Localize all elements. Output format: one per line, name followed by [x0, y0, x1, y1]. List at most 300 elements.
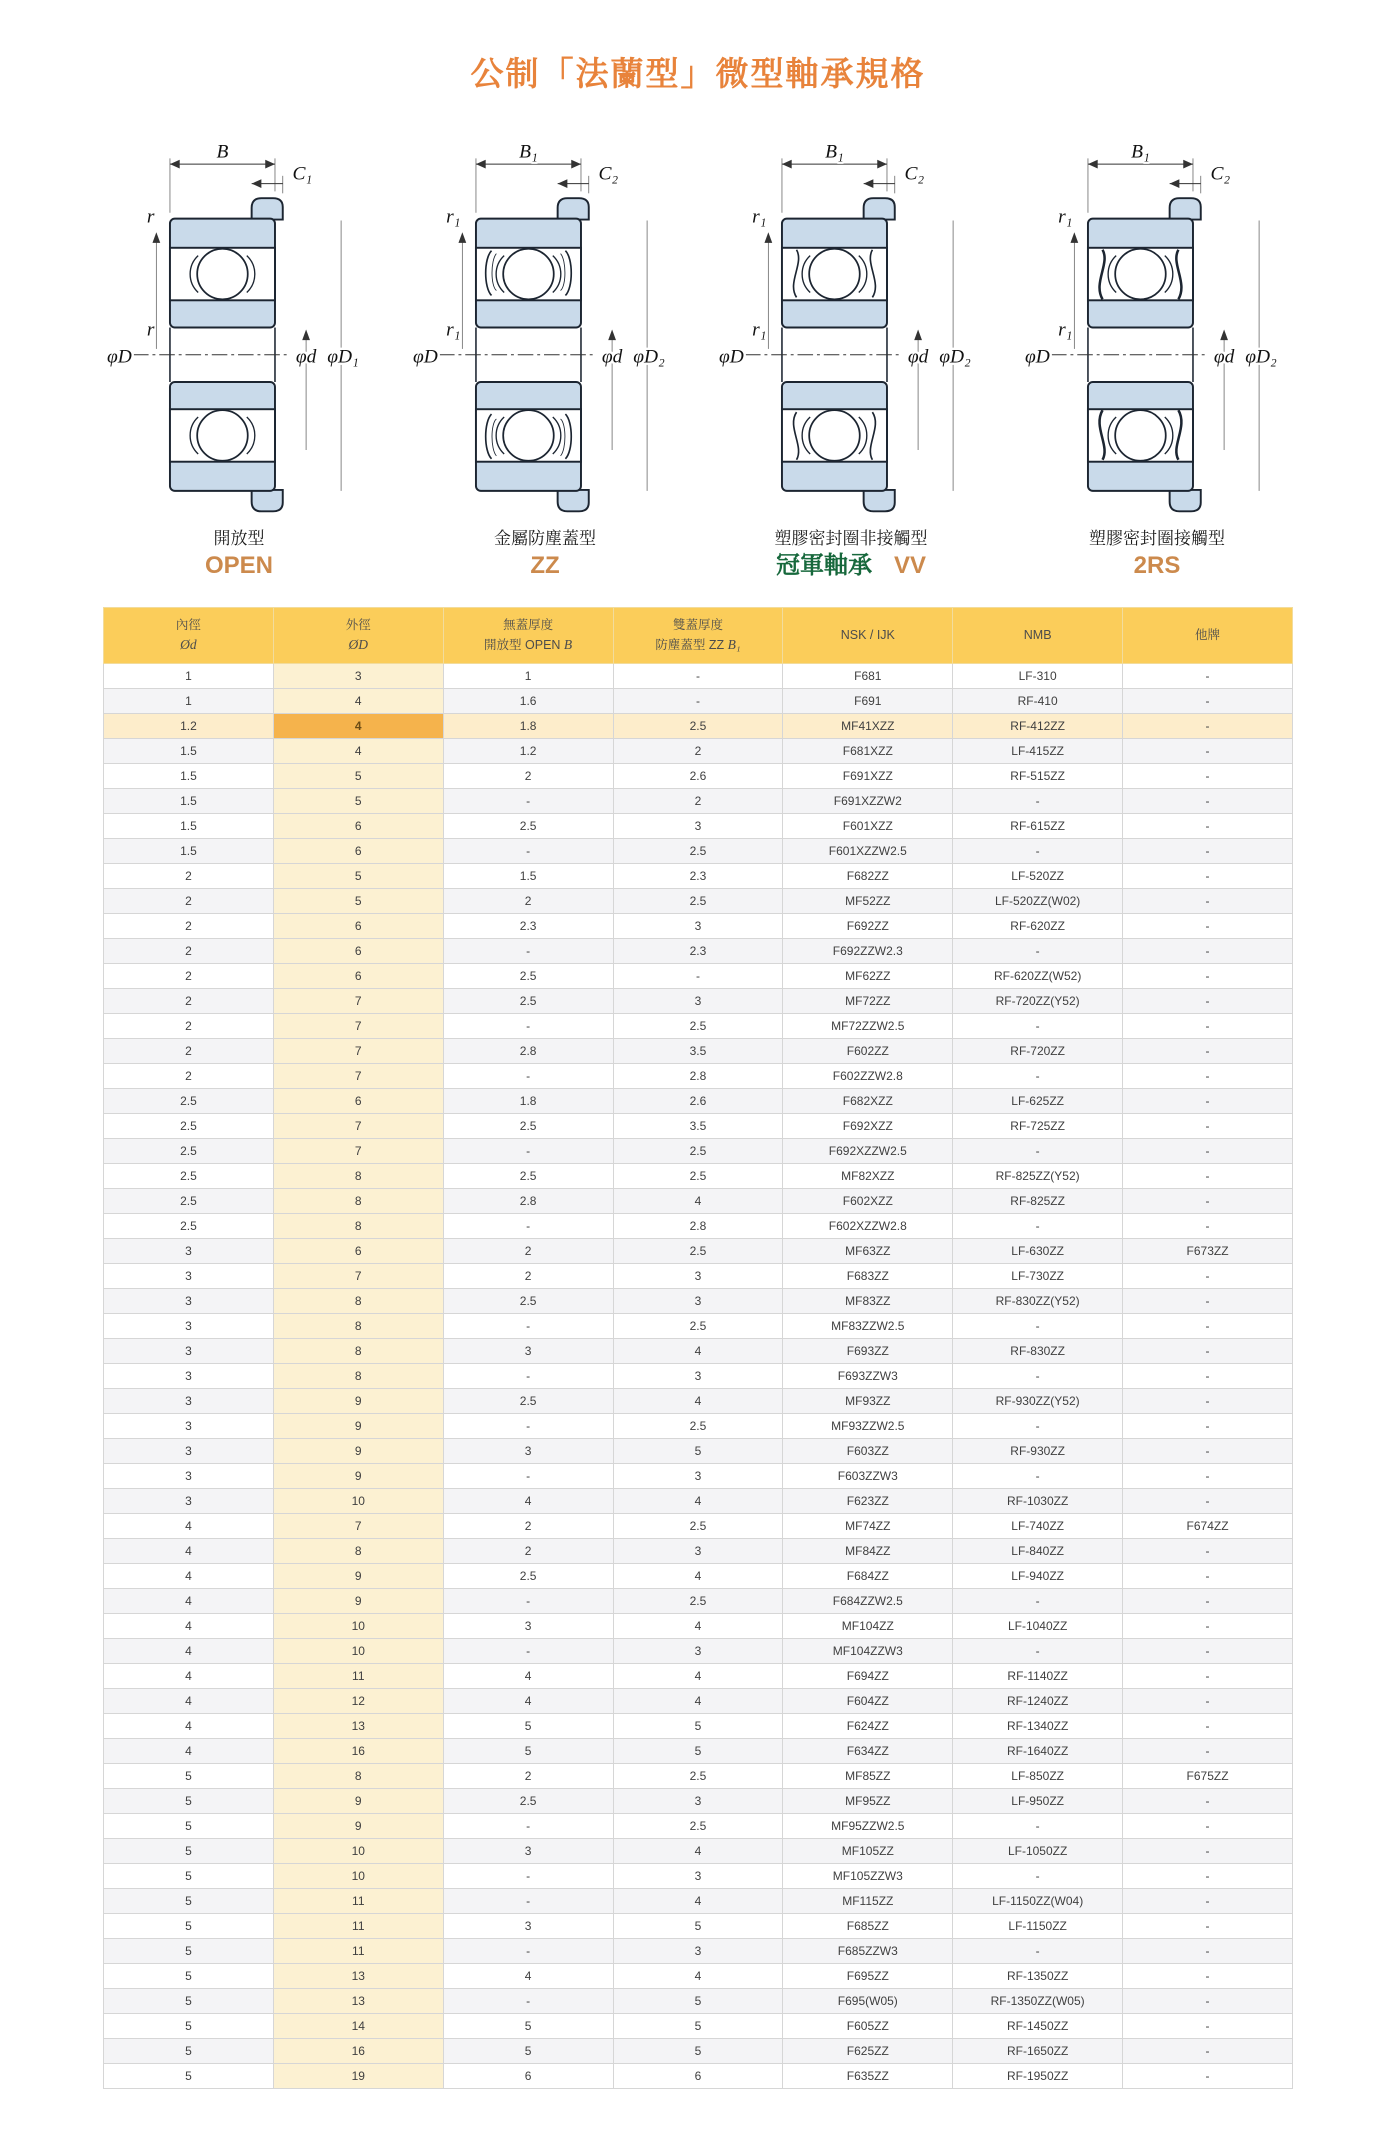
table-cell: 2 [443, 888, 613, 913]
table-cell: RF-1340ZZ [953, 1713, 1123, 1738]
table-cell: 8 [273, 1188, 443, 1213]
table-cell: MF72ZZW2.5 [783, 1013, 953, 1038]
svg-text:r₁: r₁ [752, 319, 767, 341]
table-row [104, 1488, 1293, 1513]
table-cell: 2.5 [443, 1788, 613, 1813]
table-cell: MF93ZZ [783, 1388, 953, 1413]
table-cell: - [443, 1813, 613, 1838]
table-cell: F635ZZ [783, 2063, 953, 2088]
table-cell: - [1123, 1113, 1293, 1138]
table-cell: - [1123, 1663, 1293, 1688]
table-cell: 2.5 [613, 1138, 783, 1163]
table-cell: F692ZZW2.3 [783, 938, 953, 963]
table-cell: 3 [104, 1238, 274, 1263]
table-cell: 4 [104, 1613, 274, 1638]
spec-table-head [104, 607, 1293, 663]
table-cell: 10 [273, 1613, 443, 1638]
table-cell: 2.5 [443, 1563, 613, 1588]
table-cell: 9 [273, 1813, 443, 1838]
table-cell: F683ZZ [783, 1263, 953, 1288]
bearing-cross-section-zz [404, 129, 686, 528]
table-cell: F634ZZ [783, 1738, 953, 1763]
svg-text:φd: φd [295, 346, 317, 368]
table-cell: 3 [443, 1913, 613, 1938]
col-header-2: 無蓋厚度 開放型 OPEN B [443, 607, 613, 663]
table-cell: - [1123, 1088, 1293, 1113]
table-cell: 3 [104, 1263, 274, 1288]
table-cell: 5 [104, 1788, 274, 1813]
table-cell: - [1123, 1063, 1293, 1088]
table-cell: - [443, 1413, 613, 1438]
table-cell: - [953, 1588, 1123, 1613]
table-cell: - [443, 1888, 613, 1913]
table-row [104, 1638, 1293, 1663]
table-cell: - [443, 938, 613, 963]
bearing-cross-section-open [98, 129, 380, 528]
table-cell: 3 [273, 663, 443, 688]
table-cell: RF-412ZZ [953, 713, 1123, 738]
table-cell: 3 [443, 1438, 613, 1463]
table-cell: 4 [443, 1963, 613, 1988]
table-cell: 5 [104, 1988, 274, 2013]
table-cell: - [1123, 713, 1293, 738]
table-cell: - [953, 1638, 1123, 1663]
table-cell: 2.5 [443, 988, 613, 1013]
table-row [104, 1888, 1293, 1913]
table-cell: - [443, 788, 613, 813]
table-cell: 2 [613, 788, 783, 813]
table-cell: - [1123, 1588, 1293, 1613]
table-cell: - [613, 688, 783, 713]
table-cell: RF-1240ZZ [953, 1688, 1123, 1713]
table-row [104, 663, 1293, 688]
table-cell: F692XZZ [783, 1113, 953, 1138]
svg-text:B₁: B₁ [1131, 141, 1150, 163]
table-cell: 1.8 [443, 1088, 613, 1113]
table-cell: MF85ZZ [783, 1763, 953, 1788]
table-cell: - [1123, 788, 1293, 813]
table-cell: 6 [273, 1088, 443, 1113]
diagram-caption: 塑膠密封圈接觸型 [1089, 529, 1225, 548]
table-cell: 2 [613, 738, 783, 763]
table-cell: - [443, 838, 613, 863]
table-cell: - [953, 1013, 1123, 1038]
table-cell: RF-830ZZ [953, 1338, 1123, 1363]
table-cell: 5 [104, 2013, 274, 2038]
col-header-3: 雙蓋厚度 防塵蓋型 ZZ B₁ [613, 607, 783, 663]
table-cell: - [1123, 1963, 1293, 1988]
table-cell: MF104ZZW3 [783, 1638, 953, 1663]
table-cell: 2.5 [613, 1013, 783, 1038]
table-cell: - [1123, 1838, 1293, 1863]
table-cell: 1.6 [443, 688, 613, 713]
table-cell: 1.8 [443, 713, 613, 738]
spec-table-body [104, 663, 1293, 2088]
table-cell: 3.5 [613, 1113, 783, 1138]
table-cell: 8 [273, 1363, 443, 1388]
table-row [104, 1063, 1293, 1088]
svg-text:r₁: r₁ [446, 319, 461, 341]
table-cell: - [1123, 2013, 1293, 2038]
table-cell: LF-730ZZ [953, 1263, 1123, 1288]
table-cell: 9 [273, 1438, 443, 1463]
table-cell: 2.5 [443, 1113, 613, 1138]
diagram-caption: 塑膠密封圈非接觸型 [774, 529, 928, 548]
diagram-caption: 金屬防塵蓋型 [494, 529, 596, 548]
table-cell: - [1123, 1338, 1293, 1363]
table-cell: RF-620ZZ [953, 913, 1123, 938]
table-row [104, 713, 1293, 738]
table-cell: 4 [613, 1338, 783, 1363]
table-cell: F602ZZ [783, 1038, 953, 1063]
table-cell: - [953, 938, 1123, 963]
table-cell: 19 [273, 2063, 443, 2088]
table-cell: - [1123, 1713, 1293, 1738]
table-cell: LF-850ZZ [953, 1763, 1123, 1788]
table-cell: F625ZZ [783, 2038, 953, 2063]
table-cell: 3 [443, 1338, 613, 1363]
table-cell: - [443, 1463, 613, 1488]
table-cell: RF-720ZZ [953, 1038, 1123, 1063]
table-cell: 3 [104, 1338, 274, 1363]
table-cell: 4 [104, 1513, 274, 1538]
table-cell: - [1123, 1938, 1293, 1963]
table-cell: 9 [273, 1388, 443, 1413]
table-cell: - [953, 788, 1123, 813]
table-cell: 4 [443, 1688, 613, 1713]
table-row [104, 788, 1293, 813]
table-cell: 2.3 [443, 913, 613, 938]
table-cell: 2.5 [613, 1763, 783, 1788]
table-cell: 3 [613, 1363, 783, 1388]
table-cell: 2.5 [613, 1238, 783, 1263]
col-header-6: 他牌 [1123, 607, 1293, 663]
table-cell: RF-1140ZZ [953, 1663, 1123, 1688]
table-cell: RF-1350ZZ [953, 1963, 1123, 1988]
table-row [104, 988, 1293, 1013]
table-cell: F693ZZ [783, 1338, 953, 1363]
table-cell: MF52ZZ [783, 888, 953, 913]
table-row [104, 1263, 1293, 1288]
table-cell: F604ZZ [783, 1688, 953, 1713]
table-cell: 2.5 [613, 888, 783, 913]
table-cell: 6 [273, 813, 443, 838]
table-cell: 4 [613, 1613, 783, 1638]
table-row [104, 938, 1293, 963]
table-cell: RF-410 [953, 688, 1123, 713]
table-cell: 8 [273, 1763, 443, 1788]
table-cell: 3 [613, 1638, 783, 1663]
table-cell: LF-950ZZ [953, 1788, 1123, 1813]
table-cell: RF-1450ZZ [953, 2013, 1123, 2038]
table-cell: - [953, 1813, 1123, 1838]
table-row [104, 1588, 1293, 1613]
table-cell: MF104ZZ [783, 1613, 953, 1638]
table-row [104, 1113, 1293, 1138]
table-cell: 2 [104, 963, 274, 988]
svg-text:r₁: r₁ [1058, 319, 1073, 341]
table-row [104, 1163, 1293, 1188]
table-cell: - [1123, 888, 1293, 913]
table-cell: 1 [104, 663, 274, 688]
table-cell: - [1123, 1638, 1293, 1663]
svg-text:φD₁: φD₁ [327, 346, 359, 368]
table-cell: 4 [613, 1563, 783, 1588]
table-cell: 16 [273, 1738, 443, 1763]
col-header-4: NSK / IJK [783, 607, 953, 663]
table-cell: - [1123, 1738, 1293, 1763]
table-cell: MF72ZZ [783, 988, 953, 1013]
table-cell: 5 [613, 2038, 783, 2063]
table-cell: - [1123, 1788, 1293, 1813]
table-cell: 7 [273, 1013, 443, 1038]
svg-text:B: B [216, 141, 229, 163]
table-cell: 4 [104, 1538, 274, 1563]
table-cell: - [1123, 1413, 1293, 1438]
table-cell: LF-1040ZZ [953, 1613, 1123, 1638]
table-cell: 3 [104, 1463, 274, 1488]
table-cell: 2 [104, 1063, 274, 1088]
table-cell: 3 [613, 988, 783, 1013]
table-row [104, 1738, 1293, 1763]
table-cell: MF83ZZ [783, 1288, 953, 1313]
table-cell: - [1123, 1013, 1293, 1038]
table-cell: 10 [273, 1488, 443, 1513]
table-row [104, 888, 1293, 913]
table-row [104, 1513, 1293, 1538]
table-cell: 5 [104, 2063, 274, 2088]
table-cell: 6 [273, 963, 443, 988]
table-cell: 3 [104, 1488, 274, 1513]
table-cell: MF74ZZ [783, 1513, 953, 1538]
table-cell: RF-825ZZ [953, 1188, 1123, 1213]
table-cell: 5 [104, 1763, 274, 1788]
table-cell: 6 [273, 838, 443, 863]
table-cell: 9 [273, 1563, 443, 1588]
table-row [104, 1213, 1293, 1238]
svg-text:r: r [146, 319, 155, 341]
table-cell: 3 [443, 1613, 613, 1638]
table-cell: LF-940ZZ [953, 1563, 1123, 1588]
table-cell: - [1123, 1863, 1293, 1888]
table-cell: 5 [613, 1438, 783, 1463]
table-cell: 7 [273, 1038, 443, 1063]
table-cell: LF-840ZZ [953, 1538, 1123, 1563]
diagram-caption: 開放型 [213, 529, 265, 548]
table-cell: RF-1950ZZ [953, 2063, 1123, 2088]
table-cell: 2.5 [613, 1313, 783, 1338]
table-cell: F605ZZ [783, 2013, 953, 2038]
table-cell: 7 [273, 1138, 443, 1163]
bearing-diagram-2rs [1007, 129, 1307, 581]
table-row [104, 1688, 1293, 1713]
table-cell: 5 [443, 2013, 613, 2038]
table-cell: RF-825ZZ(Y52) [953, 1163, 1123, 1188]
table-cell: MF84ZZ [783, 1538, 953, 1563]
table-cell: 5 [613, 1738, 783, 1763]
table-cell: 1.5 [104, 763, 274, 788]
table-cell: 5 [273, 863, 443, 888]
table-cell: - [1123, 1813, 1293, 1838]
table-cell: 2.6 [613, 763, 783, 788]
table-cell: 7 [273, 1113, 443, 1138]
bearing-cross-section-2rs [1016, 129, 1298, 528]
table-cell: 4 [104, 1663, 274, 1688]
table-cell: 3 [443, 1838, 613, 1863]
table-cell: 3 [104, 1388, 274, 1413]
table-cell: 1 [104, 688, 274, 713]
table-row [104, 1438, 1293, 1463]
table-cell: 4 [273, 713, 443, 738]
table-cell: 2 [443, 1538, 613, 1563]
table-cell: - [443, 1588, 613, 1613]
bearing-diagrams [83, 129, 1313, 581]
table-cell: 13 [273, 1988, 443, 2013]
table-cell: 2.5 [104, 1188, 274, 1213]
table-cell: F602XZZ [783, 1188, 953, 1213]
table-cell: - [1123, 663, 1293, 688]
table-cell: 5 [613, 2013, 783, 2038]
table-cell: LF-740ZZ [953, 1513, 1123, 1538]
table-cell: F691 [783, 688, 953, 713]
diagram-caption-block [89, 528, 389, 581]
table-cell: 3 [104, 1413, 274, 1438]
diagram-code: 2RS [1133, 551, 1181, 579]
header-row [104, 607, 1293, 663]
table-cell: F691XZZ [783, 763, 953, 788]
table-cell: LF-1150ZZ [953, 1913, 1123, 1938]
table-cell: F685ZZW3 [783, 1938, 953, 1963]
table-cell: MF105ZZW3 [783, 1863, 953, 1888]
svg-text:B₁: B₁ [519, 141, 538, 163]
table-cell: - [953, 1413, 1123, 1438]
table-cell: 6 [273, 938, 443, 963]
table-cell: 5 [443, 1713, 613, 1738]
diagram-code: OPEN [204, 551, 273, 579]
svg-text:φD: φD [1024, 346, 1050, 368]
table-cell: 3 [613, 913, 783, 938]
table-row [104, 1038, 1293, 1063]
table-cell: 2.5 [104, 1163, 274, 1188]
table-cell: 2.5 [443, 813, 613, 838]
table-cell: 1.5 [104, 813, 274, 838]
table-cell: 2.5 [104, 1138, 274, 1163]
table-row [104, 2013, 1293, 2038]
table-cell: 2 [104, 1038, 274, 1063]
table-cell: - [1123, 1563, 1293, 1588]
table-cell: F601XZZW2.5 [783, 838, 953, 863]
table-cell: 6 [273, 1238, 443, 1263]
table-cell: 8 [273, 1163, 443, 1188]
table-cell: 3 [104, 1438, 274, 1463]
table-cell: 7 [273, 1513, 443, 1538]
table-cell: 4 [104, 1588, 274, 1613]
table-cell: F603ZZ [783, 1438, 953, 1463]
svg-text:φd: φd [907, 346, 929, 368]
table-cell: 11 [273, 1888, 443, 1913]
table-cell: - [1123, 1138, 1293, 1163]
spec-table [103, 607, 1293, 2089]
table-cell: 4 [443, 1488, 613, 1513]
table-cell: LF-415ZZ [953, 738, 1123, 763]
table-cell: 5 [613, 1988, 783, 2013]
bearing-cross-section-vv [710, 129, 992, 528]
table-cell: MF105ZZ [783, 1838, 953, 1863]
table-row [104, 1663, 1293, 1688]
table-cell: 1.5 [443, 863, 613, 888]
table-cell: 6 [273, 913, 443, 938]
table-cell: - [443, 1938, 613, 1963]
svg-text:r₁: r₁ [446, 206, 461, 228]
table-cell: - [1123, 1163, 1293, 1188]
table-cell: - [1123, 1263, 1293, 1288]
table-cell: F602XZZW2.8 [783, 1213, 953, 1238]
table-cell: - [1123, 838, 1293, 863]
svg-text:φD: φD [718, 346, 744, 368]
svg-text:φD: φD [412, 346, 438, 368]
table-cell: 5 [613, 1913, 783, 1938]
table-row [104, 1463, 1293, 1488]
table-cell: 5 [104, 1938, 274, 1963]
table-cell: 4 [273, 738, 443, 763]
table-row [104, 838, 1293, 863]
table-cell: - [1123, 938, 1293, 963]
table-cell: 11 [273, 1938, 443, 1963]
table-cell: 4 [443, 1663, 613, 1688]
table-cell: 10 [273, 1638, 443, 1663]
svg-text:r₁: r₁ [752, 206, 767, 228]
table-cell: 2 [443, 1263, 613, 1288]
table-cell: - [1123, 738, 1293, 763]
table-cell: 9 [273, 1413, 443, 1438]
table-cell: 2.6 [613, 1088, 783, 1113]
table-cell: 2.5 [443, 963, 613, 988]
table-cell: F675ZZ [1123, 1763, 1293, 1788]
table-cell: F691XZZW2 [783, 788, 953, 813]
table-cell: 5 [613, 1713, 783, 1738]
table-cell: F684ZZ [783, 1563, 953, 1588]
table-cell: RF-830ZZ(Y52) [953, 1288, 1123, 1313]
table-row [104, 1013, 1293, 1038]
table-cell: 2 [443, 1238, 613, 1263]
svg-text:φD₂: φD₂ [1245, 346, 1277, 368]
table-cell: 2 [443, 763, 613, 788]
table-cell: 10 [273, 1838, 443, 1863]
table-cell: - [953, 1938, 1123, 1963]
table-cell: 1.5 [104, 838, 274, 863]
table-cell: F674ZZ [1123, 1513, 1293, 1538]
table-row [104, 2038, 1293, 2063]
table-row [104, 1138, 1293, 1163]
table-cell: - [613, 663, 783, 688]
table-cell: 11 [273, 1913, 443, 1938]
table-cell: 5 [273, 788, 443, 813]
table-cell: 1.2 [443, 738, 613, 763]
table-cell: 2.5 [104, 1213, 274, 1238]
table-row [104, 913, 1293, 938]
table-row [104, 1288, 1293, 1313]
table-cell: - [1123, 1188, 1293, 1213]
table-cell: 3 [613, 1463, 783, 1488]
table-cell: - [953, 1213, 1123, 1238]
table-cell: 12 [273, 1688, 443, 1713]
table-row [104, 1813, 1293, 1838]
table-row [104, 2063, 1293, 2088]
table-cell: F603ZZW3 [783, 1463, 953, 1488]
table-cell: - [1123, 988, 1293, 1013]
svg-text:C₁: C₁ [292, 163, 313, 185]
svg-text:C₂: C₂ [598, 163, 619, 185]
